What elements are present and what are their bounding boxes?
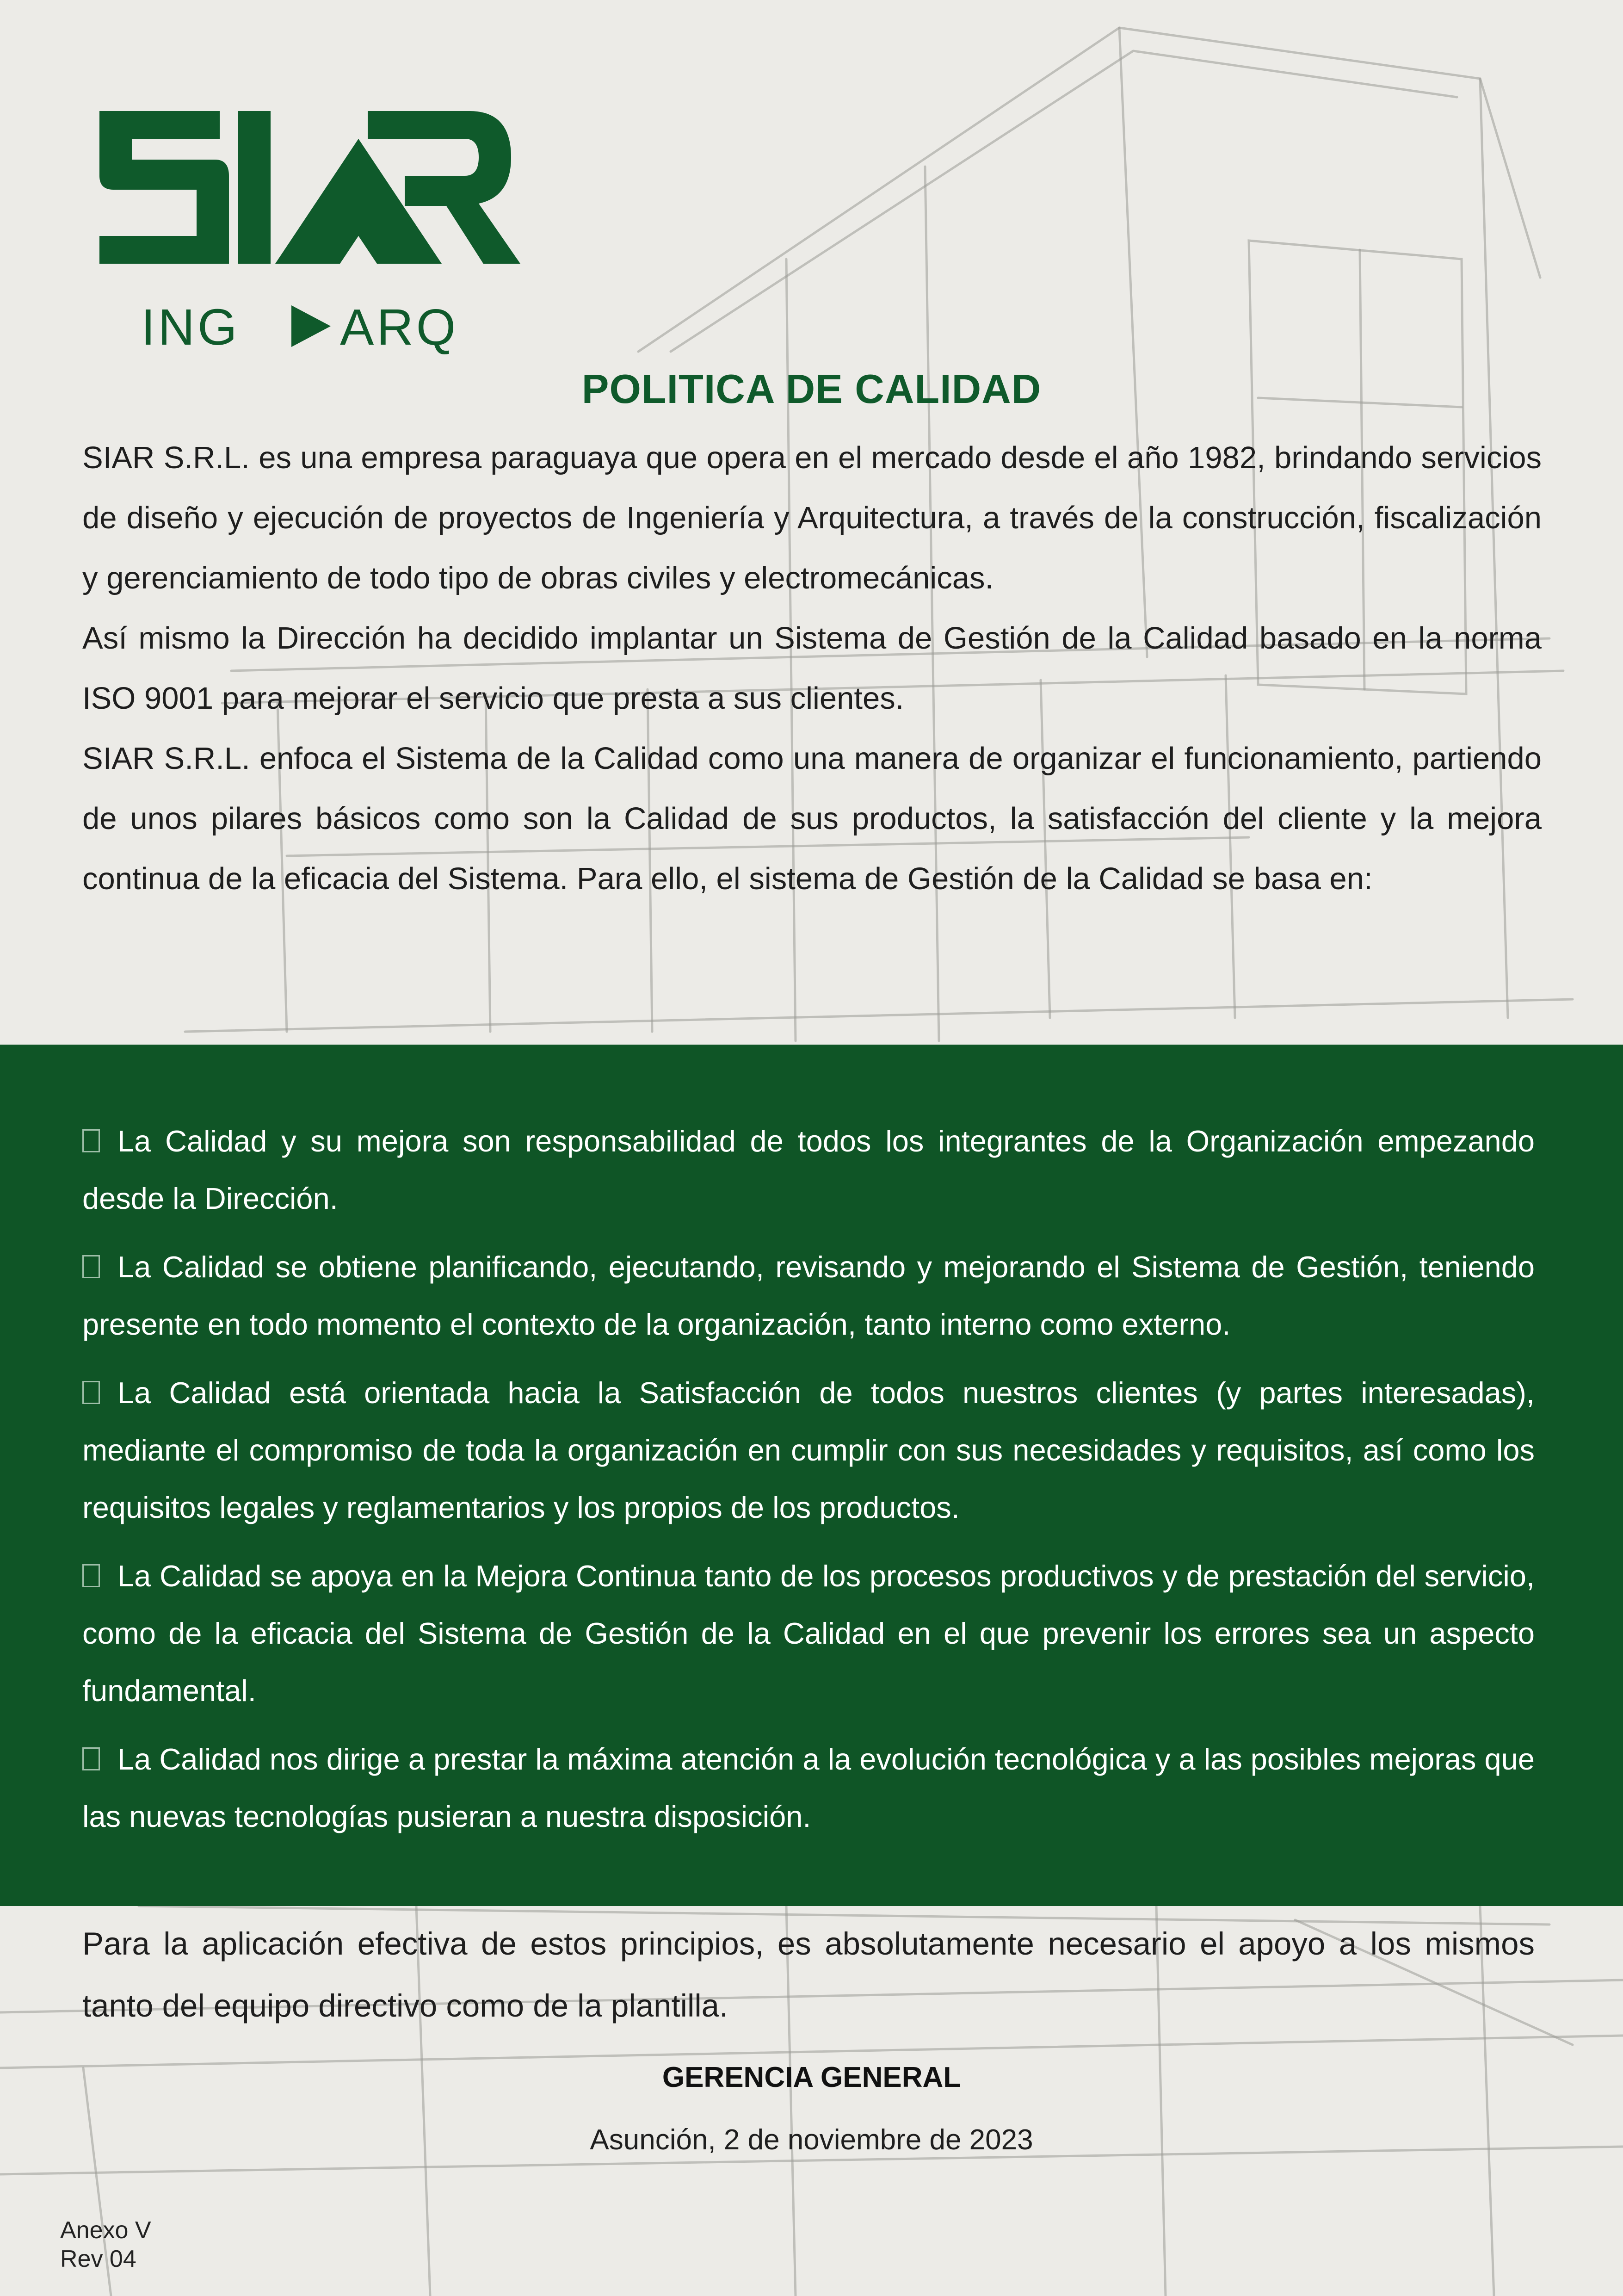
page-title: POLITICA DE CALIDAD — [581, 366, 1042, 412]
intro-section — [82, 428, 1542, 909]
intro-paragraph: Así mismo la Dirección ha decidido implantar un Sistema de Gestión de la Calidad basado en la norma ISO 9001 para mejorar el servicio que presta a sus clientes. — [82, 621, 1542, 716]
bullet-box-icon — [82, 1747, 100, 1770]
principle-item: La Calidad está orientada hacia la Satisfacción de todos nuestros clientes (y partes interesadas), mediante el compromiso de toda la organización en cumplir con sus necesidades y requisitos, así como los requisitos legales y reglamentarios y los propios de los productos. — [82, 1376, 1535, 1524]
intro-paragraph: SIAR S.R.L. enfoca el Sistema de la Calidad como una manera de organizar el funcionamiento, partiendo de unos pilares básicos como son la Calidad de sus productos, la satisfacción del cliente y la mejora continua de la eficacia del Sistema. Para ello, el sistema de Gestión de la Calidad se basa en: — [82, 741, 1542, 896]
svg-text:ARQ: ARQ — [340, 299, 459, 356]
annex-line: Anexo V — [60, 2217, 151, 2244]
bullet-box-icon — [82, 1129, 100, 1152]
siar-logo — [90, 102, 525, 361]
intro-paragraph: SIAR S.R.L. es una empresa paraguaya que opera en el mercado desde el año 1982, brindando servicios de diseño y ejecución de proyectos de Ingeniería y Arquitectura, a través de la construcción, fiscalización y gerenciamiento de todo tipo de obras civiles y electromecánicas. — [82, 440, 1542, 595]
annex-label — [60, 2216, 151, 2273]
bullet-box-icon — [82, 1381, 100, 1404]
principle-item: La Calidad nos dirige a prestar la máxima atención a la evolución tecnológica y a las posibles mejoras que las nuevas tecnologías pusieran a nuestra disposición. — [82, 1742, 1535, 1833]
closing-paragraph: Para la aplicación efectiva de estos principios, es absolutamente necesario el apoyo a los mismos tanto del equipo directivo como de la plantilla. — [82, 1926, 1535, 2024]
bullet-box-icon — [82, 1564, 100, 1587]
principles-list — [82, 1113, 1535, 1857]
bullet-box-icon — [82, 1255, 100, 1278]
signature: GERENCIA GENERAL — [662, 2061, 961, 2093]
svg-text:ING: ING — [141, 299, 240, 356]
revision-line: Rev 04 — [60, 2246, 136, 2272]
principle-item: La Calidad se obtiene planificando, ejecutando, revisando y mejorando el Sistema de Gestión, teniendo presente en todo momento el contexto de la organización, tanto interno como externo. — [82, 1250, 1535, 1341]
closing-section — [82, 1913, 1535, 2037]
place-date: Asunción, 2 de noviembre de 2023 — [590, 2124, 1033, 2156]
principle-item: La Calidad se apoya en la Mejora Continua tanto de los procesos productivos y de prestación del servicio, como de la eficacia del Sistema de Gestión de la Calidad en el que prevenir los errores sea un aspecto fundamental. — [82, 1559, 1535, 1708]
principle-item: La Calidad y su mejora son responsabilidad de todos los integrantes de la Organización empezando desde la Dirección. — [82, 1124, 1535, 1215]
